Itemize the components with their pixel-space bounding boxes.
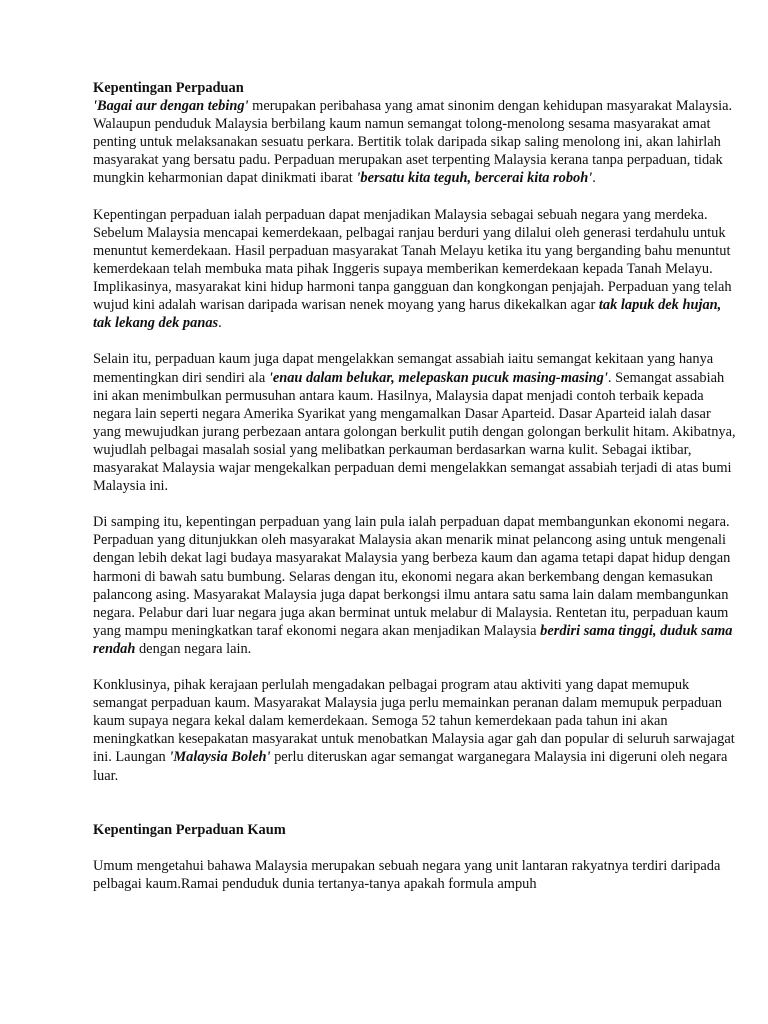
- paragraph-conclusion: [93, 676, 738, 785]
- section-heading: Kepentingan Perpaduan Kaum: [93, 821, 286, 838]
- paragraph-text: dengan negara lain.: [135, 640, 252, 657]
- paragraph-text: . Semangat assabiah ini akan menimbulkan permusuhan antara kaum. Hasilnya, Malaysia dapat menjadi contoh terbaik kepada negara lain seperti negara Amerika Syarikat yang mengamalkan Dasar Aparteid. Dasar Aparteid ialah dasar yang mewujudkan jurang perbezaan antara golongan berkulit putih dengan golongan berkulit hitam. Akibatnya, wujudlah pelbagai masalah sosial yang melibatkan perkauman berdasarkan warna kulit. Sebagai iktibar, masyarakat Malaysia wajar mengekalkan perpaduan demi mengelakkan semangat assabiah terjadi di atas bumi Malaysia ini.: [93, 369, 736, 495]
- paragraph-spacer: [93, 658, 738, 676]
- paragraph-spacer: [93, 495, 738, 513]
- quote: tak lapuk dek hujan, tak lekang dek panas: [93, 297, 722, 332]
- paragraph-intro: [93, 97, 738, 187]
- paragraph-economy: [93, 513, 738, 658]
- paragraph-text: .: [592, 170, 596, 187]
- paragraph-text: .: [218, 315, 222, 332]
- quote: 'Malaysia Boleh': [169, 749, 271, 766]
- paragraph-independence: [93, 206, 738, 333]
- document-body: [93, 79, 738, 893]
- section-spacer: [93, 785, 738, 821]
- paragraph-racial-unity: [93, 857, 738, 893]
- paragraph-text: Di samping itu, kepentingan perpaduan yang lain pula ialah perpaduan dapat membangunkan ekonomi negara. Perpaduan yang ditunjukkan oleh masyarakat Malaysia akan menarik minat pelancong asing untuk mengenali dengan lebih dekat lagi budaya masyarakat Malaysia yang berbeza kaum dan agama tetapi dapat hidup dengan harmoni di bawah satu bumbung. Selaras dengan itu, ekonomi negara akan berkembang dengan kemasukan palancong asing. Masyarakat Malaysia juga dapat berkongsi ilmu antara satu sama lain dalam membangunkan negara. Pelabur dari luar negara juga akan berminat untuk melabur di Malaysia. Rentetan itu, perpaduan kaum yang mampu meningkatkan taraf ekonomi negara akan menjadikan Malaysia: [93, 514, 731, 639]
- paragraph-spacer: [93, 188, 738, 206]
- paragraph-text: Kepentingan perpaduan ialah perpaduan dapat menjadikan Malaysia sebagai sebuah negara yang merdeka. Sebelum Malaysia mencapai kemerdekaan, pelbagai ranjau berduri yang dilalui oleh generasi terdahulu untuk menuntut kemerdekaan. Hasil perpaduan masyarakat Tanah Melayu ketika itu yang berganding bahu menuntut kemerdekaan telah membuka mata pihak Inggeris supaya memberikan kemerdekaan kepada Tanah Melayu. Implikasinya, masyarakat kini hidup harmoni tanpa gangguan dan kongkongan penjajah. Perpaduan yang telah wujud kini adalah warisan daripada warisan nenek moyang yang harus dikekalkan agar: [93, 206, 732, 314]
- paragraph-text: merupakan peribahasa yang amat sinonim dengan kehidupan masyarakat Malaysia. Walaupun penduduk Malaysia berbilang kaum namun semangat tolong-menolong sesama masyarakat amat penting untuk melaksanakan sesuatu perkara. Bertitik tolak daripada sikap saling menolong ini, akan lahirlah masyarakat yang bersatu padu. Perpaduan merupakan aset terpenting Malaysia kerana tanpa perpaduan, tidak mungkin keharmonian dapat dinikmati ibarat: [93, 98, 733, 187]
- paragraph-assabiah: [93, 350, 738, 495]
- quote: 'Bagai aur dengan tebing': [93, 98, 249, 115]
- section-heading: Kepentingan Perpaduan: [93, 80, 244, 96]
- paragraph-spacer: [93, 839, 738, 857]
- quote: 'enau dalam belukar, melepaskan pucuk masing-masing': [268, 369, 608, 386]
- paragraph-text: Selain itu, perpaduan kaum juga dapat mengelakkan semangat assabiah iaitu semangat kekitaan yang hanya mementingkan diri sendiri ala: [93, 351, 714, 386]
- quote: berdiri sama tinggi, duduk sama rendah: [93, 622, 733, 657]
- paragraph-text: perlu diteruskan agar semangat warganegara Malaysia ini digeruni oleh negara luar.: [93, 749, 728, 784]
- quote: 'bersatu kita teguh, bercerai kita roboh': [356, 170, 593, 187]
- paragraph-text: Umum mengetahui bahawa Malaysia merupakan sebuah negara yang unit lantaran rakyatnya terdiri daripada pelbagai kaum.Ramai penduduk dunia tertanya-tanya apakah formula ampuh: [93, 857, 721, 892]
- paragraph-spacer: [93, 332, 738, 350]
- paragraph-text: Konklusinya, pihak kerajaan perlulah mengadakan pelbagai program atau aktiviti yang dapat memupuk semangat perpaduan kaum. Masyarakat Malaysia juga perlu memainkan peranan dalam memupuk perpaduan kaum supaya negara kekal dalam kemerdekaan. Semoga 52 tahun kemerdekaan pada tahun ini akan meningkatkan kesepakatan masyarakat untuk menobatkan Malaysia agar gah dan popular di seluruh sarwajagat ini. Laungan: [93, 677, 735, 766]
